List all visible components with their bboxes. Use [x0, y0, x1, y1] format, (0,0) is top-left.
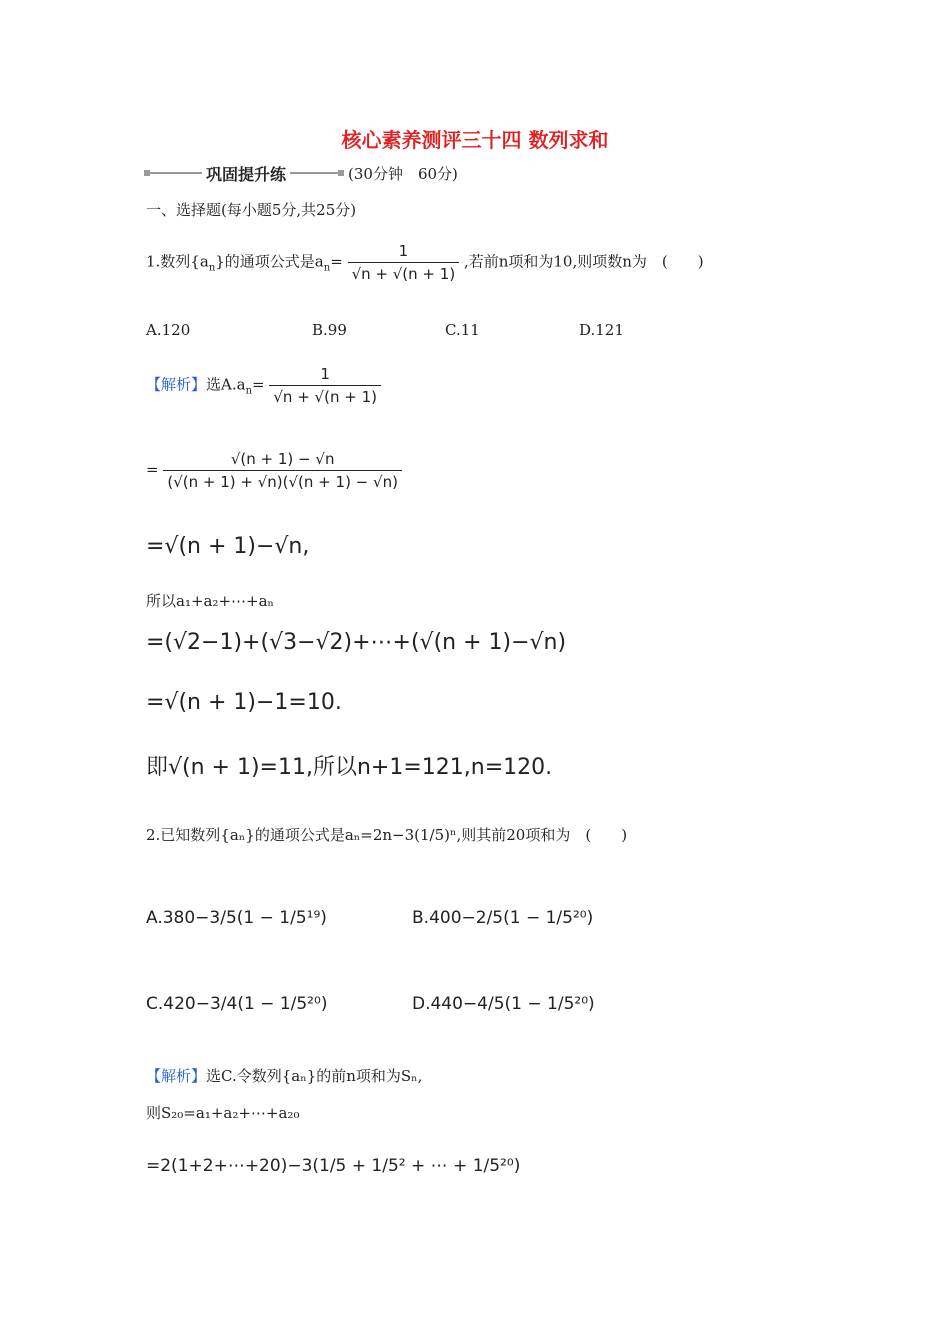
q1-sum-expand: =(√2−1)+(√3−√2)+⋯+(√(n + 1)−√n) [146, 630, 567, 655]
q2-option-b: B.400−2/5(1 − 1/5²⁰) [412, 908, 594, 928]
analysis-label: 【解析】 [146, 375, 207, 394]
q1-step1: = $\frac{√(n + 1) - √n}{(√(n + 1) + √n)(√(n + 1) - √n)}$ [146, 450, 402, 491]
section-banner [146, 162, 458, 184]
banner-time: (30分钟 60分) [348, 164, 458, 183]
q1-sum-result: =√(n + 1)−1=10. [146, 690, 342, 715]
q1-conclusion: 即√(n + 1)=11,所以n+1=121,n=120. [146, 755, 553, 780]
q1-option-c: C.11 [445, 321, 480, 339]
q1-option-d: D.121 [579, 321, 624, 339]
q2-option-a: A.380−3/5(1 − 1/5¹⁹) [146, 908, 327, 928]
banner-right-rule [290, 172, 342, 174]
q1-fraction: $\frac{1}{√n + √(n + 1)}$ [348, 242, 460, 283]
q2-analysis: 【解析】选C.令数列{aₙ}的前n项和为Sₙ, [146, 1067, 423, 1085]
q1-sum-label: 所以a₁+a₂+⋯+aₙ [146, 592, 275, 610]
q2-option-c: C.420−3/4(1 − 1/5²⁰) [146, 994, 328, 1014]
banner-label: 巩固提升练 [206, 164, 287, 184]
section-heading: 一、选择题(每小题5分,共25分) [146, 201, 357, 219]
question-1-stem: 1.数列$\{a_n\}$的通项公式是$a_n=$ $\frac{1}{√n + √(n + 1)}$ ,若前n项和为10,则项数n为 ( ) [146, 242, 704, 283]
q2-line3: =2(1+2+⋯+20)−3(1/5 + 1/5² + ⋯ + 1/5²⁰) [146, 1156, 521, 1176]
question-2-stem: 2.已知数列{aₙ}的通项公式是aₙ=2n−3(1/5)ⁿ,则其前20项和为 ( ) [146, 826, 628, 844]
q2-analysis-label: 【解析】 [146, 1067, 207, 1085]
q1-option-a: A.120 [146, 321, 191, 339]
banner-left-rule [146, 172, 202, 174]
page-title: 核心素养测评三十四 数列求和 [341, 128, 609, 152]
q1-option-b: B.99 [312, 321, 347, 339]
q2-line2: 则S₂₀=a₁+a₂+⋯+a₂₀ [146, 1104, 300, 1122]
q1-step1-fraction: $\frac{√(n + 1) - √n}{(√(n + 1) + √n)(√(n + 1) - √n)}$ [163, 450, 402, 491]
q2-option-d: D.440−4/5(1 − 1/5²⁰) [412, 994, 595, 1014]
q1-step2: =√(n + 1)−√n, [146, 534, 310, 559]
q1-analysis: 【解析】选$A.a_n=$ $\frac{1}{√n + √(n + 1)}$ [146, 365, 381, 406]
q1-analysis-fraction: $\frac{1}{√n + √(n + 1)}$ [269, 365, 381, 406]
